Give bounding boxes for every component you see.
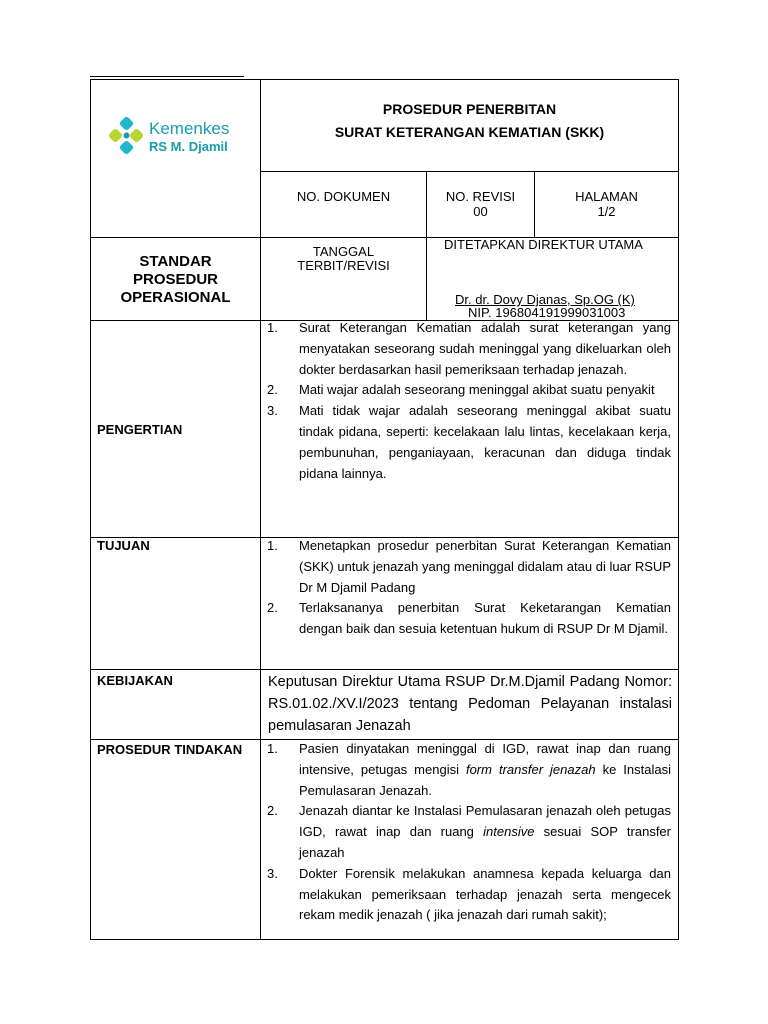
column-divider — [260, 80, 261, 939]
kebijakan-label: KEBIJAKAN — [97, 673, 173, 688]
no-revisi-value: 00 — [473, 204, 488, 219]
logo — [107, 116, 257, 160]
list-item: 1. Menetapkan prosedur penerbitan Surat Keterangan Kematian (SKK) untuk jenazah yang meninggal didalam atau di luar RSUP Dr M Djamil Padang — [267, 538, 671, 595]
tujuan-list — [267, 536, 671, 640]
row-line-tujuan — [91, 669, 678, 670]
tanggal-label-line2: TERBIT/REVISI — [297, 258, 390, 273]
no-revisi-label: NO. REVISI — [445, 189, 516, 204]
sop-label-line1: STANDAR — [139, 253, 212, 270]
header-divider-3 — [426, 237, 427, 320]
kebijakan-text: Keputusan Direktur Utama RSUP Dr.M.Djamil Padang Nomor: RS.01.02./XV.I/2023 tentang Pedoman Pelayanan instalasi pemulasaran Jenazah — [268, 674, 672, 734]
list-item: 2. Mati wajar adalah seseorang meninggal akibat suatu penyakit — [267, 382, 655, 398]
list-item: 3. Mati tidak wajar adalah seseorang meninggal akibat suatu tindak pidana, seperti: kecelakaan lalu lintas, kecelakaan kerja, pembunuhan, penganiayaan, keracunan dan diduga tindak pidana lainnya. — [267, 403, 671, 481]
halaman-value: 1/2 — [597, 204, 616, 219]
list-item: 1. Pasien dinyatakan meninggal di IGD, rawat inap dan ruang intensive, petugas mengisi form transfer jenazah ke Instalasi Pemulasaran Jenazah. — [267, 741, 671, 798]
document-title-line1: PROSEDUR PENERBITAN — [382, 101, 557, 117]
halaman-label: HALAMAN — [575, 189, 638, 204]
tanggal-label-line1: TANGGAL — [312, 244, 375, 259]
pengertian-list — [267, 318, 671, 484]
ditetapkan-label: DITETAPKAN DIREKTUR UTAMA — [444, 237, 643, 252]
logo-text-hospital: RS M. Djamil — [149, 139, 228, 154]
signer-name: Dr. dr. Dovy Djanas, Sp.OG (K) — [455, 292, 635, 307]
document-title-line2: SURAT KETERANGAN KEMATIAN (SKK) — [334, 124, 605, 140]
sop-document-table — [90, 79, 679, 940]
list-item: 2. Jenazah diantar ke Instalasi Pemulasaran jenazah oleh petugas IGD, rawat inap dan ruang intensive sesuai SOP transfer jenazah — [267, 803, 671, 860]
logo-text-kemenkes: Kemenkes — [149, 119, 230, 138]
row-line-title — [260, 171, 678, 172]
kemenkes-logo-icon — [107, 116, 147, 158]
signer-nip: NIP. 196804191999031003 — [468, 305, 626, 320]
sop-label-line2: PROSEDUR — [132, 271, 218, 288]
list-item: 2. Terlaksananya penerbitan Surat Keketarangan Kematian dengan baik dan sesuia ketentuan hukum di RSUP Dr M Djamil. — [267, 600, 671, 637]
list-item: 1. Surat Keterangan Kematian adalah surat keterangan yang menyatakan seseorang sudah meninggal yang dikeluarkan oleh dokter berdasarkan hasil pemeriksaan terhadap jenazah. — [267, 320, 671, 377]
no-dokumen-label: NO. DOKUMEN — [296, 189, 391, 204]
sop-label-line3: OPERASIONAL — [120, 289, 231, 306]
top-rule — [90, 76, 244, 77]
prosedur-label: PROSEDUR TINDAKAN — [97, 742, 243, 757]
prosedur-list — [267, 739, 671, 926]
tujuan-label: TUJUAN — [97, 538, 150, 553]
pengertian-label: PENGERTIAN — [97, 422, 183, 437]
list-item: 3. Dokter Forensik melakukan anamnesa kepada keluarga dan melakukan pemeriksaan terhadap jenazah serta mengecek rekam medik jenazah ( jika jenazah dari rumah sakit); — [267, 865, 671, 923]
